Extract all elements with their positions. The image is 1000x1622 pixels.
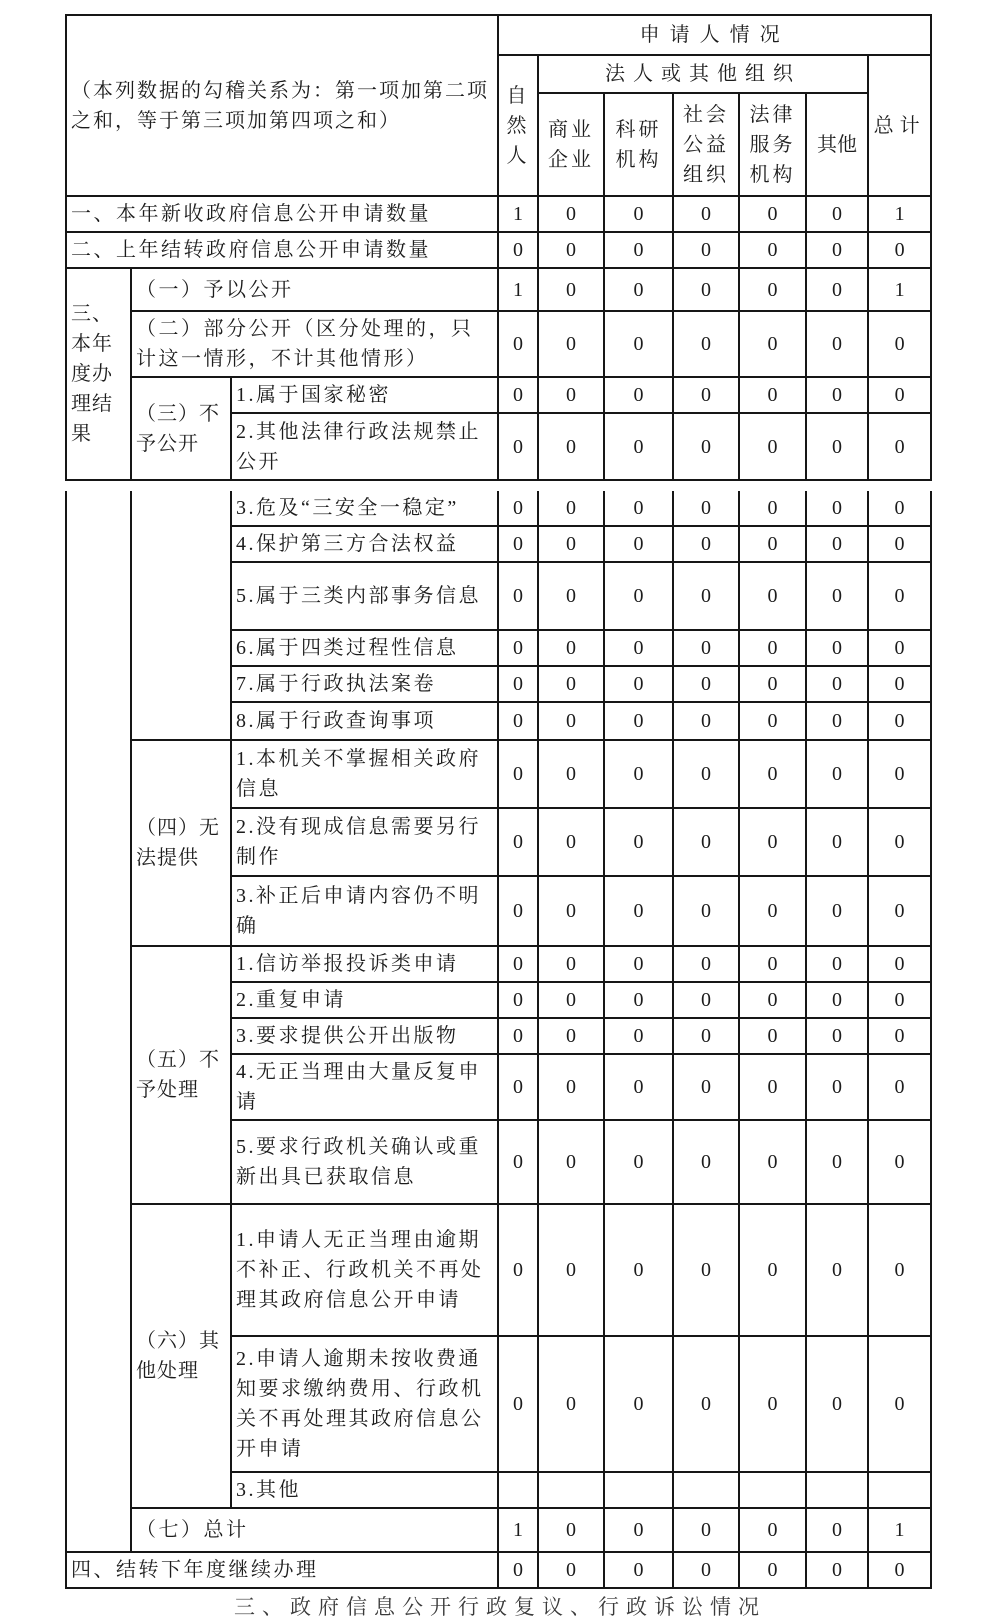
value-cell: 0 bbox=[806, 946, 868, 982]
row-label-new-requests: 一、本年新收政府信息公开申请数量 bbox=[66, 196, 498, 232]
value-cell: 0 bbox=[498, 491, 538, 526]
value-cell: 0 bbox=[673, 946, 739, 982]
value-cell: 0 bbox=[806, 562, 868, 630]
value-cell: 0 bbox=[604, 311, 673, 377]
value-cell: 0 bbox=[538, 491, 604, 526]
value-cell: 0 bbox=[538, 377, 604, 413]
value-cell: 0 bbox=[868, 1552, 931, 1588]
value-cell: 0 bbox=[604, 268, 673, 311]
value-cell: 0 bbox=[868, 311, 931, 377]
value-cell: 0 bbox=[673, 377, 739, 413]
row-label-carry-to-next-year: 四、结转下年度继续办理 bbox=[66, 1552, 498, 1588]
value-cell: 0 bbox=[806, 1054, 868, 1120]
value-cell: 0 bbox=[538, 311, 604, 377]
value-cell: 0 bbox=[538, 413, 604, 480]
row-label-fee-not-paid: 2.申请人逾期未按收费通知要求缴纳费用、行政机关不再处理其政府信息公开申请 bbox=[231, 1336, 498, 1472]
value-cell: 0 bbox=[868, 1204, 931, 1336]
value-cell: 0 bbox=[739, 196, 806, 232]
value-cell: 0 bbox=[498, 311, 538, 377]
value-cell: 0 bbox=[604, 876, 673, 946]
value-cell: 0 bbox=[868, 946, 931, 982]
value-cell: 0 bbox=[538, 526, 604, 562]
value-cell: 0 bbox=[538, 1120, 604, 1204]
value-cell: 1 bbox=[868, 196, 931, 232]
value-cell: 0 bbox=[806, 982, 868, 1018]
value-cell: 0 bbox=[673, 1204, 739, 1336]
row-label-other: 3.其他 bbox=[231, 1472, 498, 1508]
header-applicant-group: 申请人情况 bbox=[498, 15, 931, 55]
value-cell: 0 bbox=[604, 808, 673, 876]
disclosure-table-segment-1 bbox=[65, 14, 932, 481]
value-cell: 0 bbox=[806, 196, 868, 232]
value-cell bbox=[739, 1472, 806, 1508]
col-header-legal-service: 法律服务机构 bbox=[739, 93, 806, 196]
value-cell: 0 bbox=[868, 630, 931, 666]
value-cell: 0 bbox=[673, 311, 739, 377]
value-cell: 0 bbox=[739, 311, 806, 377]
value-cell: 0 bbox=[739, 1018, 806, 1054]
value-cell: 0 bbox=[538, 232, 604, 268]
section-label-annual-results: 三、本年度办理结果 bbox=[66, 268, 131, 480]
value-cell bbox=[604, 1472, 673, 1508]
value-cell: 0 bbox=[673, 413, 739, 480]
value-cell: 0 bbox=[806, 876, 868, 946]
value-cell: 0 bbox=[673, 982, 739, 1018]
value-cell: 0 bbox=[806, 526, 868, 562]
value-cell: 0 bbox=[673, 562, 739, 630]
table-row bbox=[66, 1204, 931, 1336]
clipped-next-section-caption: 三、政府信息公开行政复议、行政诉讼情况 bbox=[234, 1595, 766, 1619]
value-cell: 0 bbox=[739, 268, 806, 311]
value-cell: 0 bbox=[739, 1120, 806, 1204]
row-label-repeat-request: 2.重复申请 bbox=[231, 982, 498, 1018]
value-cell: 0 bbox=[498, 1018, 538, 1054]
value-cell: 0 bbox=[673, 740, 739, 808]
row-label-law-forbidden: 2.其他法律行政法规禁止公开 bbox=[231, 413, 498, 480]
value-cell: 0 bbox=[739, 808, 806, 876]
value-cell: 0 bbox=[538, 1054, 604, 1120]
section-label-not-processed: （五）不予处理 bbox=[131, 946, 231, 1204]
value-cell: 0 bbox=[538, 1018, 604, 1054]
value-cell: 0 bbox=[498, 377, 538, 413]
value-cell: 0 bbox=[806, 1204, 868, 1336]
value-cell: 0 bbox=[538, 666, 604, 702]
value-cell: 0 bbox=[806, 666, 868, 702]
value-cell: 0 bbox=[739, 413, 806, 480]
value-cell: 0 bbox=[739, 1336, 806, 1472]
value-cell: 0 bbox=[868, 562, 931, 630]
value-cell: 0 bbox=[498, 946, 538, 982]
row-label-state-secret: 1.属于国家秘密 bbox=[231, 377, 498, 413]
value-cell: 0 bbox=[673, 1552, 739, 1588]
value-cell: 0 bbox=[739, 1508, 806, 1552]
value-cell: 0 bbox=[806, 232, 868, 268]
value-cell: 0 bbox=[538, 630, 604, 666]
row-label-enforcement-files: 7.属于行政执法案卷 bbox=[231, 666, 498, 702]
value-cell: 0 bbox=[604, 413, 673, 480]
row-label-public-publications: 3.要求提供公开出版物 bbox=[231, 1018, 498, 1054]
value-cell: 0 bbox=[806, 1508, 868, 1552]
value-cell: 0 bbox=[673, 268, 739, 311]
value-cell: 0 bbox=[806, 413, 868, 480]
row-label-process-info: 6.属于四类过程性信息 bbox=[231, 630, 498, 666]
value-cell: 0 bbox=[739, 666, 806, 702]
value-cell: 0 bbox=[604, 1204, 673, 1336]
row-label-not-held: 1.本机关不掌握相关政府信息 bbox=[231, 740, 498, 808]
section-continuation-cell-left bbox=[66, 491, 131, 1552]
value-cell: 0 bbox=[604, 1018, 673, 1054]
table-row bbox=[66, 740, 931, 808]
value-cell: 0 bbox=[498, 413, 538, 480]
value-cell bbox=[868, 1472, 931, 1508]
table-row bbox=[66, 1552, 931, 1588]
value-cell: 0 bbox=[673, 1054, 739, 1120]
value-cell: 0 bbox=[739, 702, 806, 740]
value-cell: 0 bbox=[604, 1120, 673, 1204]
value-cell: 0 bbox=[538, 1336, 604, 1472]
value-cell: 0 bbox=[538, 1508, 604, 1552]
value-cell: 0 bbox=[538, 196, 604, 232]
value-cell: 0 bbox=[498, 232, 538, 268]
col-header-business: 商业企业 bbox=[538, 93, 604, 196]
value-cell: 0 bbox=[868, 876, 931, 946]
value-cell: 0 bbox=[538, 562, 604, 630]
value-cell: 0 bbox=[739, 740, 806, 808]
value-cell: 0 bbox=[868, 526, 931, 562]
table-row bbox=[66, 311, 931, 377]
value-cell: 0 bbox=[604, 666, 673, 702]
value-cell: 0 bbox=[806, 1552, 868, 1588]
value-cell: 0 bbox=[604, 946, 673, 982]
value-cell: 0 bbox=[538, 876, 604, 946]
value-cell: 0 bbox=[868, 413, 931, 480]
value-cell: 0 bbox=[673, 526, 739, 562]
value-cell: 0 bbox=[498, 1120, 538, 1204]
value-cell: 1 bbox=[498, 196, 538, 232]
value-cell: 0 bbox=[806, 268, 868, 311]
value-cell: 0 bbox=[868, 702, 931, 740]
value-cell: 0 bbox=[604, 1336, 673, 1472]
value-cell: 0 bbox=[806, 377, 868, 413]
value-cell: 1 bbox=[498, 1508, 538, 1552]
value-cell: 0 bbox=[806, 702, 868, 740]
value-cell: 0 bbox=[673, 232, 739, 268]
value-cell bbox=[538, 1472, 604, 1508]
row-label-no-correction: 1.申请人无正当理由逾期不补正、行政机关不再处理其政府信息公开申请 bbox=[231, 1204, 498, 1336]
value-cell: 0 bbox=[868, 808, 931, 876]
value-cell: 0 bbox=[673, 196, 739, 232]
col-header-natural-person: 自然人 bbox=[498, 55, 538, 196]
value-cell bbox=[498, 1472, 538, 1508]
table-row bbox=[66, 268, 931, 311]
value-cell: 0 bbox=[739, 232, 806, 268]
value-cell: 0 bbox=[604, 1054, 673, 1120]
row-label-subtotal: （七）总计 bbox=[131, 1508, 498, 1552]
section-continuation-cell-refused bbox=[131, 491, 231, 740]
col-header-other: 其他 bbox=[806, 93, 868, 196]
value-cell: 0 bbox=[868, 377, 931, 413]
value-cell: 0 bbox=[739, 630, 806, 666]
table-row bbox=[66, 377, 931, 413]
value-cell: 0 bbox=[806, 1336, 868, 1472]
value-cell: 0 bbox=[498, 1054, 538, 1120]
row-label-third-party-rights: 4.保护第三方合法权益 bbox=[231, 526, 498, 562]
value-cell: 0 bbox=[868, 1054, 931, 1120]
value-cell: 0 bbox=[739, 876, 806, 946]
value-cell: 0 bbox=[739, 982, 806, 1018]
value-cell bbox=[806, 1472, 868, 1508]
table-row bbox=[66, 1508, 931, 1552]
table-row bbox=[66, 946, 931, 982]
value-cell: 0 bbox=[498, 982, 538, 1018]
col-header-total: 总计 bbox=[868, 55, 931, 196]
value-cell: 0 bbox=[498, 630, 538, 666]
table-row bbox=[66, 232, 931, 268]
value-cell: 0 bbox=[868, 491, 931, 526]
value-cell bbox=[673, 1472, 739, 1508]
value-cell: 0 bbox=[673, 702, 739, 740]
value-cell: 0 bbox=[498, 876, 538, 946]
value-cell: 1 bbox=[868, 268, 931, 311]
value-cell: 0 bbox=[498, 808, 538, 876]
value-cell: 0 bbox=[538, 946, 604, 982]
table-row bbox=[66, 196, 931, 232]
value-cell: 0 bbox=[604, 562, 673, 630]
value-cell: 0 bbox=[868, 666, 931, 702]
value-cell: 0 bbox=[739, 377, 806, 413]
row-label-partially-granted: （二）部分公开（区分处理的，只计这一情形，不计其他情形） bbox=[131, 311, 498, 377]
value-cell: 0 bbox=[868, 1336, 931, 1472]
value-cell: 0 bbox=[498, 740, 538, 808]
row-label-carried-over: 二、上年结转政府信息公开申请数量 bbox=[66, 232, 498, 268]
disclosure-table-segment-2 bbox=[65, 491, 932, 1589]
value-cell: 0 bbox=[806, 808, 868, 876]
value-cell: 0 bbox=[604, 630, 673, 666]
col-header-research: 科研机构 bbox=[604, 93, 673, 196]
value-cell: 0 bbox=[538, 1552, 604, 1588]
value-cell: 0 bbox=[498, 1204, 538, 1336]
value-cell: 0 bbox=[739, 1204, 806, 1336]
row-label-confirm-obtained-info: 5.要求行政机关确认或重新出具已获取信息 bbox=[231, 1120, 498, 1204]
value-cell: 0 bbox=[806, 1018, 868, 1054]
value-cell: 0 bbox=[538, 702, 604, 740]
value-cell: 0 bbox=[604, 740, 673, 808]
section-label-other-handling: （六）其他处理 bbox=[131, 1204, 231, 1508]
value-cell: 0 bbox=[498, 562, 538, 630]
value-cell: 0 bbox=[806, 311, 868, 377]
value-cell: 0 bbox=[739, 946, 806, 982]
header-legal-entity-group: 法人或其他组织 bbox=[538, 55, 868, 93]
value-cell: 0 bbox=[868, 1120, 931, 1204]
value-cell: 0 bbox=[673, 666, 739, 702]
value-cell: 0 bbox=[498, 1336, 538, 1472]
value-cell: 0 bbox=[806, 491, 868, 526]
value-cell: 0 bbox=[673, 808, 739, 876]
row-label-still-unclear: 3.补正后申请内容仍不明确 bbox=[231, 876, 498, 946]
value-cell: 1 bbox=[868, 1508, 931, 1552]
value-cell: 0 bbox=[739, 562, 806, 630]
value-cell: 0 bbox=[868, 740, 931, 808]
value-cell: 0 bbox=[673, 630, 739, 666]
report-page bbox=[0, 14, 1000, 1619]
value-cell: 0 bbox=[673, 1508, 739, 1552]
section-label-unable-to-provide: （四）无法提供 bbox=[131, 740, 231, 946]
row-label-unjustified-repeated: 4.无正当理由大量反复申请 bbox=[231, 1054, 498, 1120]
value-cell: 0 bbox=[673, 1336, 739, 1472]
row-label-admin-inquiry: 8.属于行政查询事项 bbox=[231, 702, 498, 740]
row-label-petition-complaint: 1.信访举报投诉类申请 bbox=[231, 946, 498, 982]
value-cell: 0 bbox=[538, 268, 604, 311]
value-cell: 0 bbox=[806, 630, 868, 666]
value-cell: 0 bbox=[498, 702, 538, 740]
table-row bbox=[66, 491, 931, 526]
row-label-needs-creation: 2.没有现成信息需要另行制作 bbox=[231, 808, 498, 876]
col-header-social-org: 社会公益组织 bbox=[673, 93, 739, 196]
value-cell: 0 bbox=[739, 526, 806, 562]
value-cell: 0 bbox=[868, 1018, 931, 1054]
value-cell: 0 bbox=[673, 1018, 739, 1054]
note-cell: （本列数据的勾稽关系为：第一项加第二项之和，等于第三项加第四项之和） bbox=[66, 15, 498, 196]
value-cell: 0 bbox=[498, 666, 538, 702]
value-cell: 0 bbox=[604, 196, 673, 232]
row-label-three-safety: 3.危及“三安全一稳定” bbox=[231, 491, 498, 526]
value-cell: 0 bbox=[739, 1552, 806, 1588]
value-cell: 0 bbox=[673, 876, 739, 946]
value-cell: 0 bbox=[739, 491, 806, 526]
value-cell: 0 bbox=[868, 982, 931, 1018]
value-cell: 0 bbox=[806, 740, 868, 808]
value-cell: 0 bbox=[806, 1120, 868, 1204]
row-label-granted: （一）予以公开 bbox=[131, 268, 498, 311]
value-cell: 0 bbox=[604, 377, 673, 413]
value-cell: 0 bbox=[604, 702, 673, 740]
value-cell: 0 bbox=[604, 491, 673, 526]
value-cell: 0 bbox=[538, 982, 604, 1018]
value-cell: 0 bbox=[868, 232, 931, 268]
section-label-refused: （三）不予公开 bbox=[131, 377, 231, 480]
value-cell: 0 bbox=[739, 1054, 806, 1120]
value-cell: 0 bbox=[538, 740, 604, 808]
value-cell: 0 bbox=[604, 982, 673, 1018]
value-cell: 0 bbox=[673, 1120, 739, 1204]
value-cell: 0 bbox=[604, 526, 673, 562]
value-cell: 0 bbox=[538, 808, 604, 876]
value-cell: 0 bbox=[498, 1552, 538, 1588]
value-cell: 0 bbox=[673, 491, 739, 526]
value-cell: 0 bbox=[604, 1552, 673, 1588]
value-cell: 0 bbox=[538, 1204, 604, 1336]
value-cell: 0 bbox=[498, 526, 538, 562]
value-cell: 0 bbox=[604, 1508, 673, 1552]
row-label-internal-affairs: 5.属于三类内部事务信息 bbox=[231, 562, 498, 630]
value-cell: 1 bbox=[498, 268, 538, 311]
value-cell: 0 bbox=[604, 232, 673, 268]
